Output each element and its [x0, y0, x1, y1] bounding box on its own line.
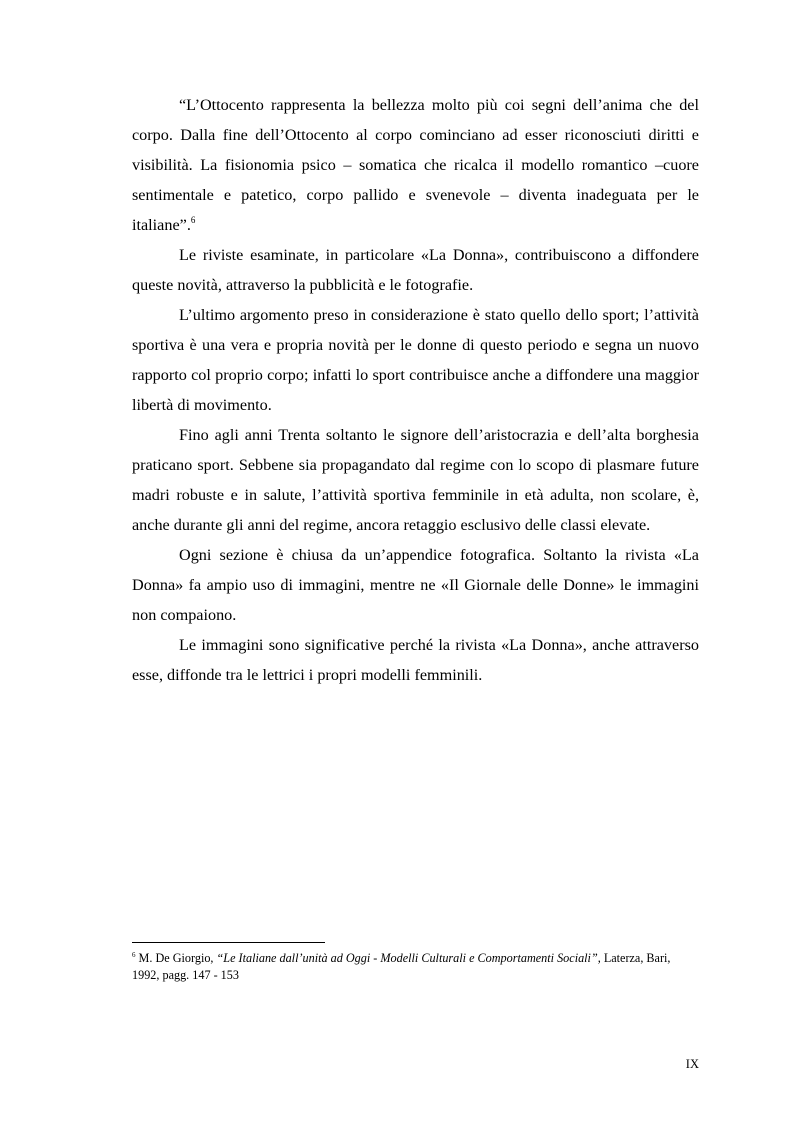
- footnote-ref: 6: [190, 215, 196, 225]
- page-number: IX: [685, 1057, 699, 1071]
- footnote-author: M. De Giorgio,: [138, 951, 217, 965]
- paragraph-immagini: Le immagini sono significative perché la rivista «La Donna», anche attraverso esse, diffonde tra le lettrici i propri modelli femminili.: [132, 636, 699, 684]
- paragraph-riviste: Le riviste esaminate, in particolare «La Donna», contribuiscono a diffondere queste novità, attraverso la pubblicità e le fotografie.: [132, 246, 699, 294]
- body-text: [132, 90, 699, 690]
- paragraph-sport: L’ultimo argomento preso in considerazione è stato quello dello sport; l’attività sportiva è una vera e propria novità per le donne di questo periodo e segna un nuovo rapporto col proprio corpo; infatti lo sport contribuisce anche a diffondere una maggior libertà di movimento.: [132, 306, 699, 414]
- footnote: [132, 950, 699, 984]
- paragraph-quote: “L’Ottocento rappresenta la bellezza molto più coi segni dell’anima che del corpo. Dalla fine dell’Ottocento al corpo cominciano ad esser riconosciuti diritti e visibilità. La fisionomia psico – somatica che ricalca il modello romantico –cuore sentimentale e patetico, corpo pallido e svenevole – diventa inadeguata per le italiane”.$^6$: [132, 96, 699, 234]
- footnote-title: “Le Italiane dall’unità ad Oggi - Modelli Culturali e Comportamenti Sociali”,: [216, 951, 601, 965]
- footnote-publisher: Laterza, Bari, 1992, pagg. 147 - 153: [132, 951, 671, 982]
- paragraph-appendice: Ogni sezione è chiusa da un’appendice fotografica. Soltanto la rivista «La Donna» fa ampio uso di immagini, mentre ne «Il Giornale delle Donne» le immagini non compaiono.: [132, 546, 699, 624]
- paragraph-anni-trenta: Fino agli anni Trenta soltanto le signore dell’aristocrazia e dell’alta borghesia praticano sport. Sebbene sia propagandato dal regime con lo scopo di plasmare future madri robuste e in salute, l’attività sportiva femminile in età adulta, non scolare, è, anche durante gli anni del regime, ancora retaggio esclusivo delle classi elevate.: [132, 426, 699, 534]
- footnote-number: 6: [132, 951, 136, 959]
- footnote-separator: [132, 942, 325, 943]
